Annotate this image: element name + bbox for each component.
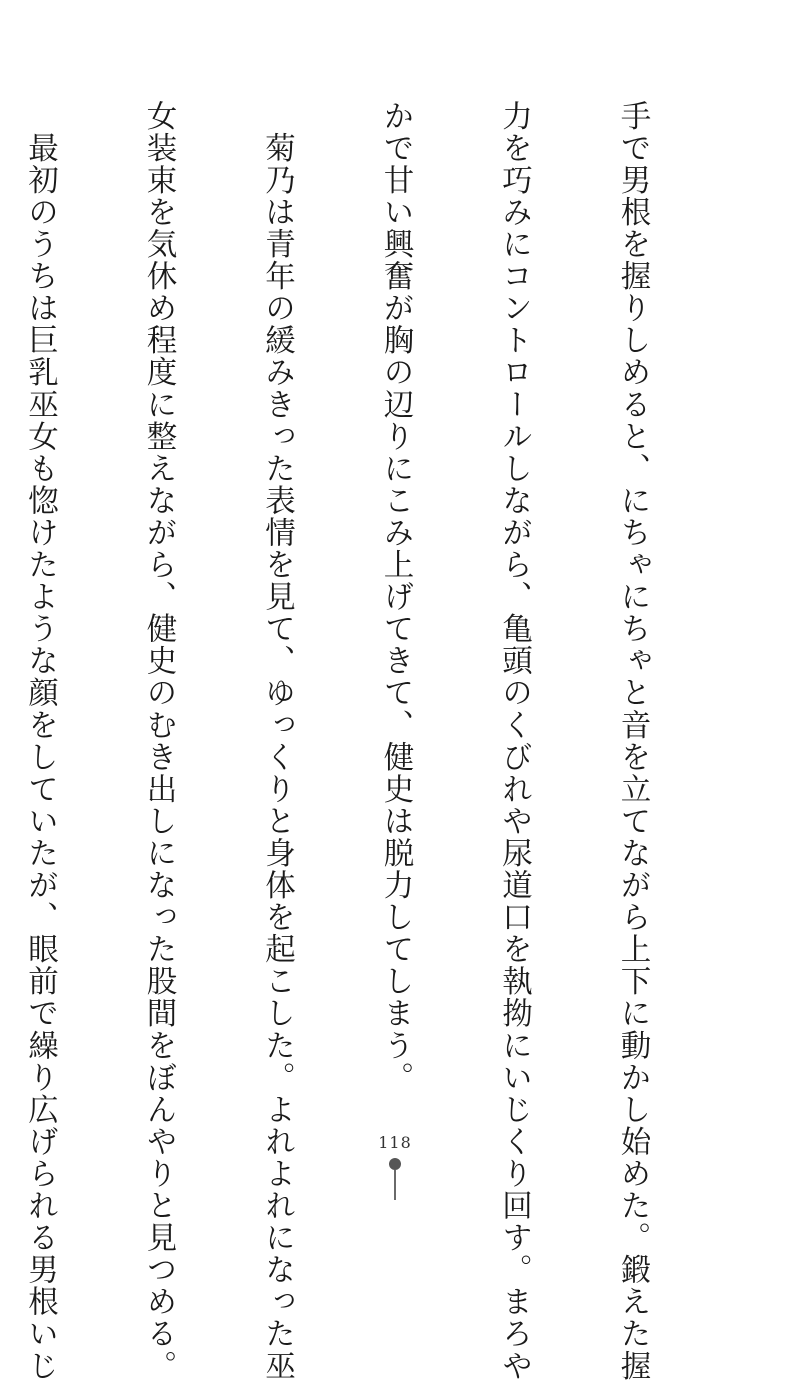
ornament-stem (394, 1170, 396, 1200)
page-ornament-icon (389, 1158, 401, 1200)
text-line-2: 力を巧みにコントロールしながら、亀頭のくびれや尿道口を執拗にいじくり回す。まろや (496, 100, 532, 1382)
text-line-3: かで甘い興奮が胸の辺りにこみ上げてきて、健史は脱力してしまう。 (378, 100, 413, 1094)
page-number: 118 (378, 1133, 412, 1152)
text-line-4: 菊乃は青年の緩みきった表情を見て、ゆっくりと身体を起こした。よれよれになった巫 (259, 100, 295, 1382)
text-line-1: 手で男根を握りしめると、にちゃにちゃと音を立てながら上下に動かし始めた。鍛えた握 (615, 100, 650, 1382)
text-line-6: 最初のうちは巨乳巫女も惚けたような顔をしていたが、眼前で繰り広げられる男根いじ (22, 100, 58, 1382)
ornament-dot (389, 1158, 401, 1170)
text-line-5: 女装束を気休め程度に整えながら、健史のむき出しになった股間をぼんやりと見つめる。 (141, 100, 176, 1382)
